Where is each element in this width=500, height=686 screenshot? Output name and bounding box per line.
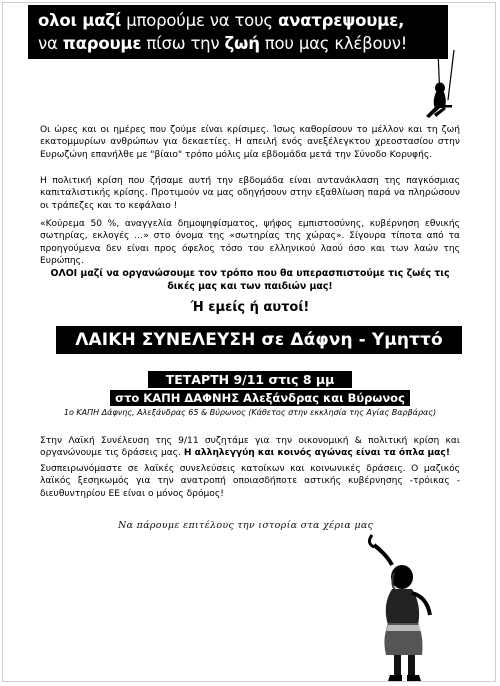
intro-call-to-action: ΟΛΟΙ μαζί να οργανώσουμε τον τρόπο που θα υπερασπιστούμε τις ζωές τις δικές μας και των παιδιών μας! [50, 268, 450, 292]
girl-writing-illustration [352, 525, 462, 685]
header-line2-bold2: ζωή [224, 34, 260, 53]
header-line2-light3: που μας κλέβουν! [259, 34, 408, 53]
header-line1-bold2: ανατρεψουμε, [277, 11, 405, 30]
header-line-2 [38, 32, 448, 55]
outro-paragraph-1-text: Στην Λαϊκή Συνέλευση της 9/11 συζητάμε για την οικονομική & πολιτική κρίση και οργανώνουμε τις δράσεις μας. [40, 436, 460, 459]
header-line1-bold: ολοι μαζί [38, 11, 122, 30]
header-line2-light2: πίσω την [141, 34, 225, 53]
intro-paragraph-2: Η πολιτική κρίση που ζήσαμε αυτή την εβδομάδα είναι αντανάκλαση της παγκόσμιας καπιταλιστικής κρίσης. Προτιμούν να μας οδηγήσουν στην εξαθλίωση παρά να πληρώσουν οι τράπεζες και το κεφάλαιο ! [40, 176, 460, 211]
outro-paragraph-2: Συσπειρωνόμαστε σε λαϊκές συνελεύσεις κατοίκων και κοινωνικές δράσεις. Ο μαζικός λαϊκός ξεσηκωμός για την ανατροπή οποιασδήποτε αστικής κυβέρνησης -τρόικας - διευθυντηρίου ΕΕ είναι ο μόνος δρόμος! [40, 464, 460, 499]
event-address: 1ο ΚΑΠΗ Δάφνης, Αλεξάνδρας 65 & Βύρωνος (Κάθετος στην εκκλησία της Αγίας Βαρβάρας) [63, 408, 437, 417]
intro-paragraph-3: «Κούρεμα 50 %, αναγγελία δημοψηφίσματος, ψήφος εμπιστοσύνης, κυβέρνηση εθνικής σωτηρίας, εκλογές …» στο όνομα της «σωτηρίας της χώρας». Σίγουρα τίποτα από τα προηγούμενα δεν είναι προς όφελος τόσο του ελληνικού λαού όσο και των λαών της Ευρώπης. [40, 219, 460, 267]
outro-paragraph-1-bold: Η αλληλεγγύη και κοινός αγώνας είναι τα όπλα μας! [183, 448, 450, 459]
header-banner [28, 5, 448, 59]
header-line1-light: μπορούμε να τους [121, 11, 278, 30]
assembly-banner: ΛΑΙΚΗ ΣΥΝΕΛΕΥΣΗ σε Δάφνη - Υμηττό [56, 326, 462, 354]
header-line-1 [38, 9, 448, 32]
header-line2-bold: παρουμε [62, 34, 142, 53]
swing-girl-illustration [414, 50, 466, 120]
event-date: ΤΕΤΑΡΤΗ 9/11 στις 8 μμ [148, 371, 352, 388]
intro-paragraph-1: Οι ώρες και οι ημέρες που ζούμε είναι κρίσιμες. Ίσως καθορίσουν το μέλλον και τη ζωή εκατομμυρίων ανθρώπων για δεκαετίες. Η απειλή ενός ανεξέλεγκτου χρεοστασίου στην Ευρωζώνη επανήλθε με "βίαιο" τρόπο μόλις μία εβδομάδα μετά την Σύνοδο Κορυφής. [40, 125, 460, 160]
slogan: Ή εμείς ή αυτοί! [190, 300, 310, 315]
event-place: στο ΚΑΠΗ ΔΑΦΝΗΣ Αλεξάνδρας και Βύρωνος [110, 390, 410, 406]
handwritten-slogan: Να πάρουμε επιτέλους την ιστορία στα χέρια μας [118, 520, 374, 531]
outro-paragraph-1 [40, 435, 460, 460]
header-line2-light: να [38, 34, 63, 53]
